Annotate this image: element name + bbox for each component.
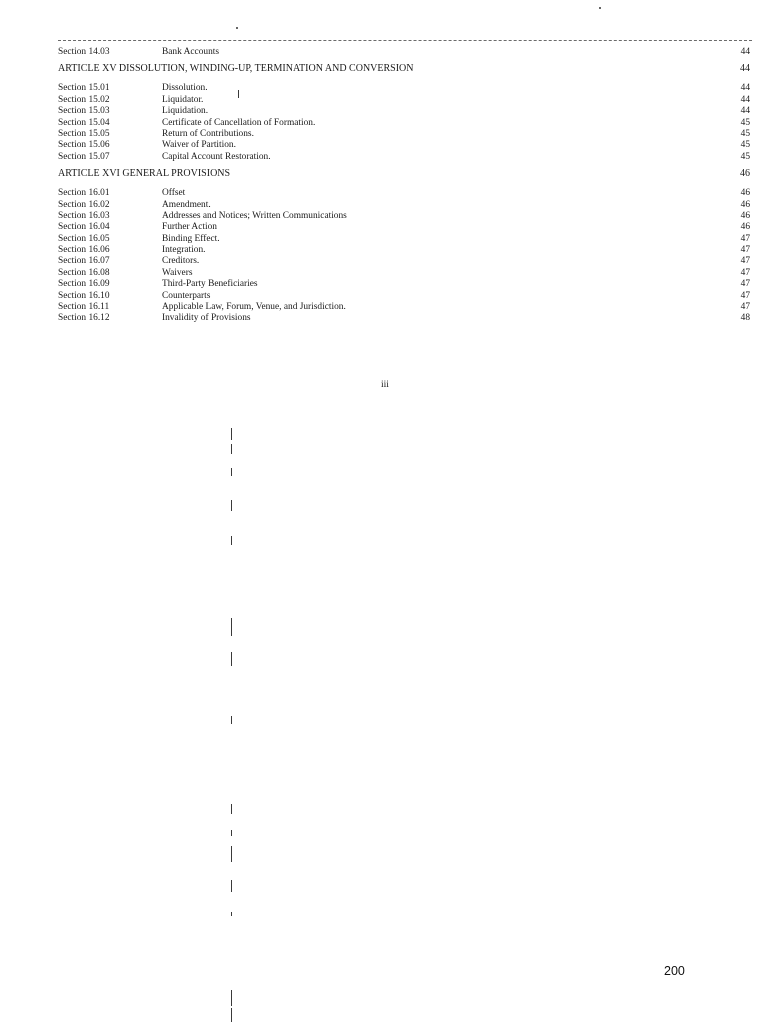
scan-artifact: [231, 618, 232, 636]
toc-page-number: 44: [740, 63, 750, 75]
scan-speck: [599, 7, 601, 9]
toc-entry: [58, 313, 750, 324]
scan-artifact: [231, 1008, 232, 1022]
toc-section-title: Liquidation.: [162, 106, 209, 117]
toc-section-title: Applicable Law, Forum, Venue, and Jurisdiction.: [162, 302, 346, 313]
toc-page-number: 46: [740, 168, 750, 180]
toc-page-number: 44: [740, 47, 750, 57]
toc-page-number: 47: [740, 245, 750, 256]
toc-article-title: ARTICLE XVI GENERAL PROVISIONS: [58, 168, 231, 180]
toc-page-number: 47: [740, 279, 750, 290]
toc-page-number: 45: [740, 151, 750, 162]
toc-page-number: 45: [740, 128, 750, 139]
toc-page-number: 47: [740, 233, 750, 244]
scan-artifact: [231, 804, 232, 814]
toc-entry: [58, 279, 750, 290]
toc-section-number: Section 16.03: [58, 210, 110, 221]
toc-section-title: Addresses and Notices; Written Communications: [162, 210, 347, 221]
toc-article-title: ARTICLE XV DISSOLUTION, WINDING-UP, TERMINATION AND CONVERSION: [58, 63, 414, 75]
scan-speck: [236, 27, 238, 29]
toc-entry: [58, 129, 750, 140]
toc-section-number: Section 16.10: [58, 290, 110, 301]
toc-section-number: Section 15.04: [58, 117, 110, 128]
scan-artifact: [231, 830, 232, 836]
toc-entry: [58, 188, 750, 199]
toc-entry: [58, 118, 750, 129]
toc-section-number: Section 15.03: [58, 106, 110, 117]
toc-entry: [58, 302, 750, 313]
scan-artifact: [231, 652, 232, 666]
toc-section-title: Invalidity of Provisions: [162, 313, 251, 324]
toc-section-title: Amendment.: [162, 199, 211, 210]
toc-page-number: 47: [740, 256, 750, 267]
toc-article-heading: [58, 61, 750, 77]
toc-entry: [58, 152, 750, 163]
table-of-contents: [58, 47, 750, 325]
toc-page-number: 46: [740, 199, 750, 210]
scan-artifact: [231, 536, 232, 545]
toc-article-heading: [58, 166, 750, 182]
toc-section-number: Section 16.07: [58, 256, 110, 267]
toc-section-number: Section 16.02: [58, 199, 110, 210]
toc-page-number: 46: [740, 222, 750, 233]
toc-page-number: 44: [740, 94, 750, 105]
toc-page-number: 47: [740, 267, 750, 278]
toc-page-number: 45: [740, 140, 750, 151]
toc-section-title: Bank Accounts: [162, 47, 220, 57]
scan-artifact: [231, 500, 232, 511]
scan-artifact: [231, 716, 232, 724]
toc-section-number: Section 16.06: [58, 245, 110, 256]
toc-section-number: Section 15.01: [58, 83, 110, 94]
page-folio: iii: [381, 380, 389, 390]
scan-artifact: [231, 468, 232, 476]
toc-entry: [58, 222, 750, 233]
toc-section-title: Third-Party Beneficiaries: [162, 279, 258, 290]
toc-entry: [58, 245, 750, 256]
scan-artifact: [231, 846, 232, 862]
toc-entry: [58, 140, 750, 151]
toc-section-title: Capital Account Restoration.: [162, 151, 271, 162]
toc-section-title: Creditors.: [162, 256, 200, 267]
toc-section-title: Further Action: [162, 222, 217, 233]
toc-section-number: Section 16.04: [58, 222, 110, 233]
toc-section-number: Section 16.11: [58, 302, 110, 313]
toc-section-title: Return of Contributions.: [162, 128, 254, 139]
toc-entry: [58, 47, 750, 58]
scan-artifact: [238, 90, 239, 98]
scan-artifact: [231, 428, 232, 440]
toc-section-number: Section 16.01: [58, 188, 110, 199]
toc-page-number: 46: [740, 210, 750, 221]
top-rule: [58, 40, 752, 41]
toc-section-title: Liquidator.: [162, 94, 204, 105]
toc-entry: [58, 211, 750, 222]
toc-section-title: Dissolution.: [162, 83, 208, 94]
toc-section-number: Section 16.08: [58, 267, 110, 278]
toc-entry: [58, 234, 750, 245]
toc-section-title: Counterparts: [162, 290, 211, 301]
toc-entry: [58, 291, 750, 302]
toc-page-number: 45: [740, 117, 750, 128]
scan-artifact: [231, 990, 232, 1006]
toc-section-number: Section 16.12: [58, 313, 110, 324]
scan-artifact: [231, 880, 232, 892]
toc-page-number: 48: [740, 313, 750, 324]
toc-section-title: Integration.: [162, 245, 206, 256]
toc-section-number: Section 16.09: [58, 279, 110, 290]
scan-artifact: [231, 444, 232, 454]
toc-page-number: 47: [740, 290, 750, 301]
toc-section-number: Section 15.02: [58, 94, 110, 105]
toc-entry: [58, 106, 750, 117]
toc-section-title: Offset: [162, 188, 186, 199]
toc-section-title: Certificate of Cancellation of Formation.: [162, 117, 316, 128]
toc-section-title: Binding Effect.: [162, 233, 220, 244]
toc-page-number: 44: [740, 106, 750, 117]
toc-section-number: Section 15.05: [58, 128, 110, 139]
toc-section-number: Section 15.06: [58, 140, 110, 151]
bates-number: 200: [664, 964, 685, 978]
toc-page-number: 46: [740, 188, 750, 199]
toc-section-number: Section 15.07: [58, 151, 110, 162]
toc-entry: [58, 83, 750, 94]
toc-entry: [58, 256, 750, 267]
toc-page-number: 47: [740, 302, 750, 313]
toc-section-title: Waiver of Partition.: [162, 140, 236, 151]
toc-section-title: Waivers: [162, 267, 193, 278]
toc-section-number: Section 16.05: [58, 233, 110, 244]
toc-page-number: 44: [740, 83, 750, 94]
toc-entry: [58, 95, 750, 106]
toc-section-number: Section 14.03: [58, 47, 110, 57]
toc-entry: [58, 200, 750, 211]
toc-entry: [58, 268, 750, 279]
scan-artifact: [231, 912, 232, 916]
